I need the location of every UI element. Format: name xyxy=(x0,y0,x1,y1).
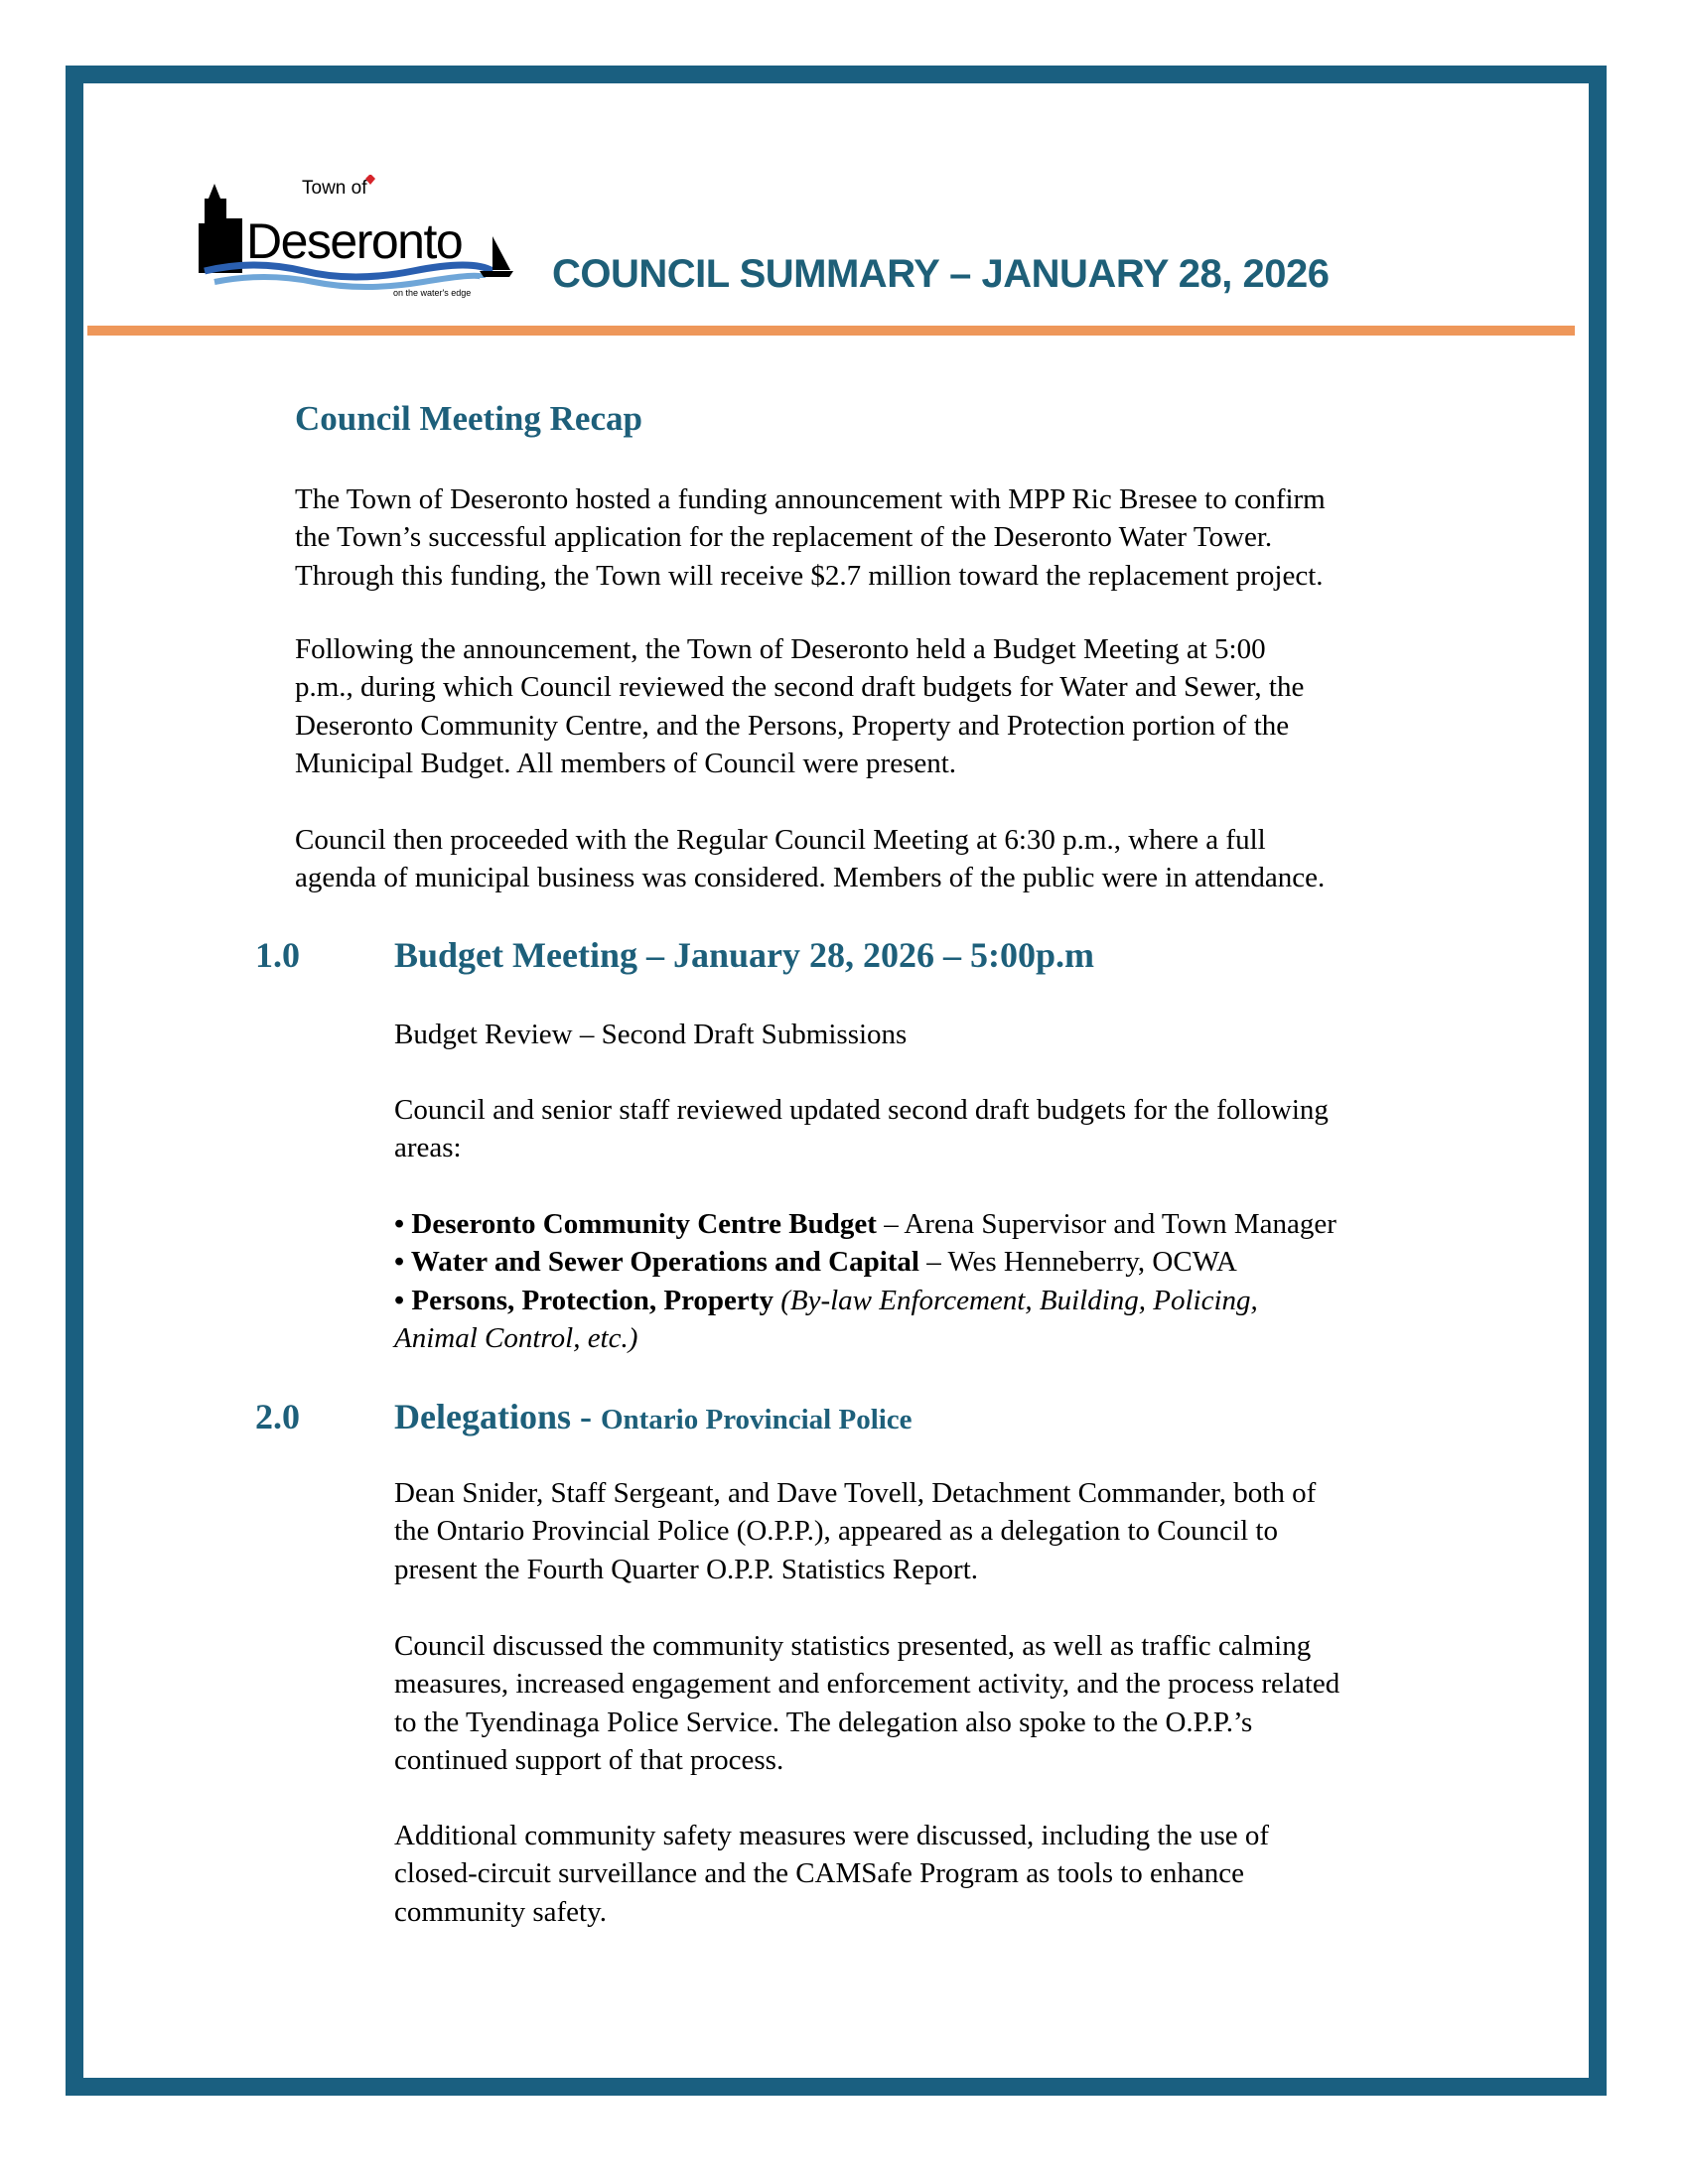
logo-name: Deseronto xyxy=(246,213,463,269)
section-1-number: 1.0 xyxy=(255,935,300,975)
logo-top-text: Town of xyxy=(302,178,367,199)
recap-paragraph-2: Following the announcement, the Town of Deseronto held a Budget Meeting at 5:00 p.m., during which Council reviewed the second draft budgets for Water and Sewer, the Deseronto Community Centre, and the Persons, Property and Protection portion of the Municipal Budget. All members of Council were present. xyxy=(295,633,1305,779)
bullet-item: • Deseronto Community Centre Budget – Arena Supervisor and Town Manager xyxy=(394,1208,1336,1240)
section-2-number: 2.0 xyxy=(255,1397,300,1436)
document-title: COUNCIL SUMMARY – JANUARY 28, 2026 xyxy=(552,252,1330,296)
building-icon xyxy=(199,184,242,273)
logo-tagline: on the water's edge xyxy=(393,288,472,298)
page-border xyxy=(66,66,1607,2096)
maple-leaf-icon xyxy=(365,175,375,185)
section-2-paragraph-3: Additional community safety measures were discussed, including the use of closed-circuit surveillance and the CAMSafe Program as tools to enhance community safety. xyxy=(394,1820,1270,1928)
recap-heading: Council Meeting Recap xyxy=(295,399,642,438)
bullet-item: • Water and Sewer Operations and Capital – Wes Henneberry, OCWA xyxy=(394,1246,1237,1279)
section-2-paragraph-1: Dean Snider, Staff Sergeant, and Dave Tovell, Detachment Commander, both of the Ontario Provincial Police (O.P.P.), appeared as a delegation to Council to present the Fourth Quarter O.P.P. Statistics Report. xyxy=(394,1477,1317,1585)
town-logo xyxy=(195,175,522,298)
section-1-intro: Council and senior staff reviewed updated second draft budgets for the following areas: xyxy=(394,1094,1329,1164)
section-2-title: Delegations - Ontario Provincial Police xyxy=(394,1397,913,1436)
bullet-item: • Persons, Protection, Property (By-law Enforcement, Building, Policing, xyxy=(394,1284,1258,1316)
recap-paragraph-3: Council then proceeded with the Regular Council Meeting at 6:30 p.m., where a full agenda of municipal business was considered. Members of the public were in attendance. xyxy=(295,824,1326,894)
section-1-bullets: • Deseronto Community Centre Budget – Arena Supervisor and Town Manager • Water and Sewer Operations and Capital – Wes Henneberry, OCWA • Persons, Protection, Property (By-law Enforcement, Building, Policing, Animal Control, etc.) xyxy=(394,1205,1336,1357)
section-1-subtitle: Budget Review – Second Draft Submissions xyxy=(394,1019,908,1050)
section-1-title: Budget Meeting – January 28, 2026 – 5:00p.m xyxy=(394,935,1094,975)
section-2-paragraph-2: Council discussed the community statistics presented, as well as traffic calming measures, increased engagement and enforcement activity, and the process related to the Tyendinaga Police Service. The delegation also spoke to the O.P.P.’s continued support of that process. xyxy=(394,1630,1340,1776)
header-divider xyxy=(87,326,1575,336)
recap-paragraph-1: The Town of Deseronto hosted a funding announcement with MPP Ric Bresee to confirm the Town’s successful application for the replacement of the Deseronto Water Tower. Through this funding, the Town will receive $2.7 million toward the replacement project. xyxy=(295,483,1326,592)
